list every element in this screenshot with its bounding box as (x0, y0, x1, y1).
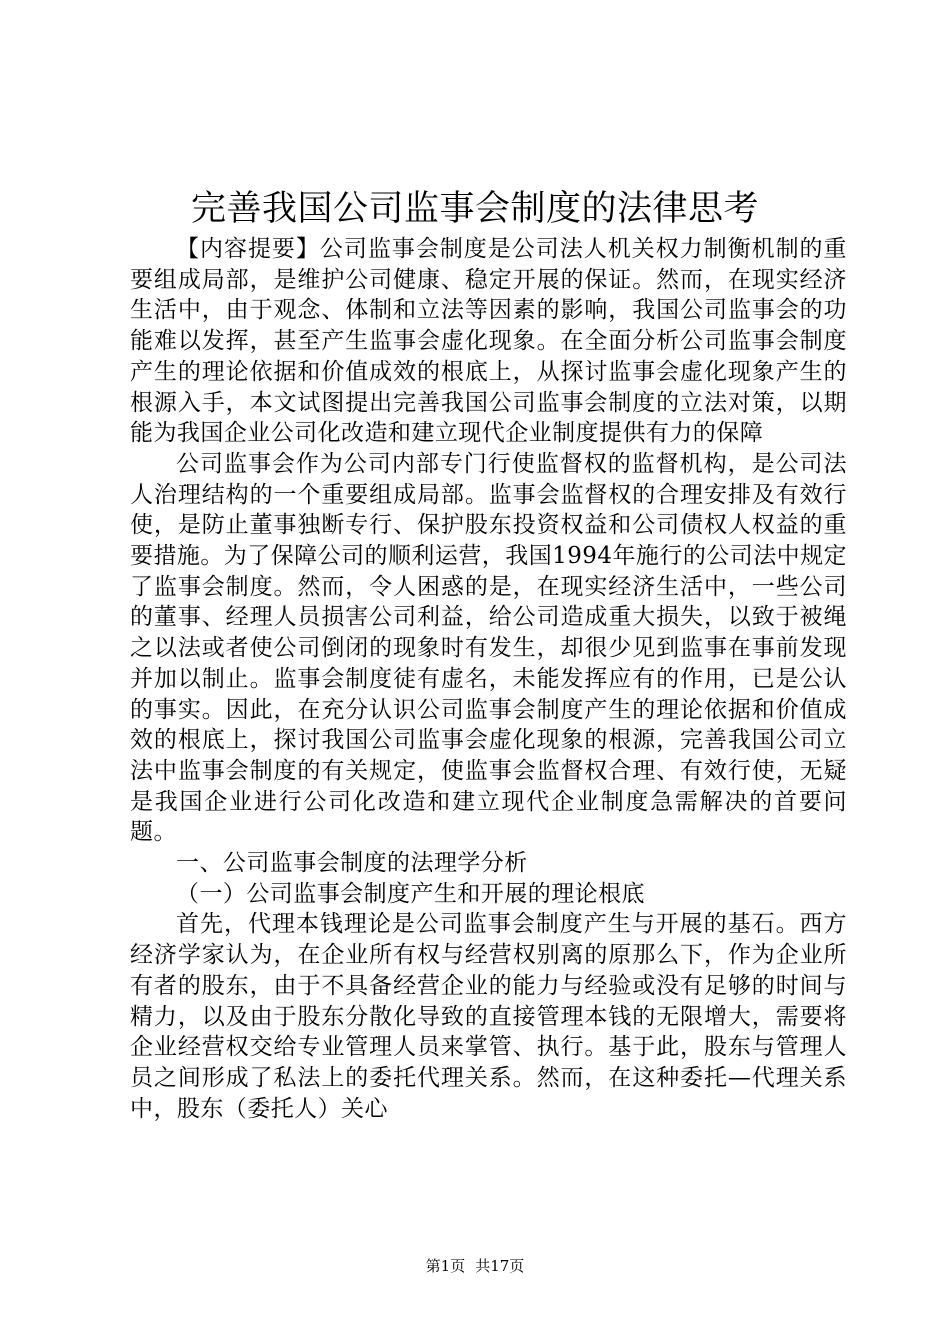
page-footer (0, 1256, 950, 1276)
page-number: 第1页 (425, 1257, 466, 1275)
subsection-heading: （一）公司监事会制度产生和开展的理论根底 (176, 880, 645, 907)
section-heading: 一、公司监事会制度的法理学分析 (176, 850, 528, 877)
abstract-paragraph: 【内容提要】公司监事会制度是公司法人机关权力制衡机制的重要组成局部，是维护公司健康、稳定开展的保证。然而，在现实经济生活中，由于观念、体制和立法等因素的影响，我国公司监事会的功能难以发挥，甚至产生监事会虚化现象。在全面分析公司监事会制度产生的理论依据和价值成效的根底上，从探讨监事会虚化现象产生的根源入手，本文试图提出完善我国公司监事会制度的立法对策，以期能为我国企业公司化改造和建立现代企业制度提供有力的保障 (130, 236, 847, 447)
document-title: 完善我国公司监事会制度的法律思考 (190, 189, 759, 229)
document-body (130, 234, 847, 1124)
body-paragraph: 首先，代理本钱理论是公司监事会制度产生与开展的基石。西方经济学家认为，在企业所有权与经营权别离的原那么下，作为企业所有者的股东，由于不具备经营企业的能力与经验或没有足够的时间与精力，以及由于股东分散化导致的直接管理本钱的无限增大，需要将企业经营权交给专业管理人员来掌管、执行。基于此，股东与管理人员之间形成了私法上的委托代理关系。然而，在这种委托—代理关系中，股东（委托人）关心 (130, 911, 847, 1122)
page-total: 共17页 (475, 1257, 525, 1275)
intro-paragraph: 公司监事会作为公司内部专门行使监督权的监督机构，是公司法人治理结构的一个重要组成局部。监事会监督权的合理安排及有效行使，是防止董事独断专行、保护股东投资权益和公司债权人权益的重要措施。为了保障公司的顺利运营，我国1994年施行的公司法中规定了监事会制度。然而，令人困惑的是，在现实经济生活中，一些公司的董事、经理人员损害公司利益，给公司造成重大损失，以致于被绳之以法或者使公司倒闭的现象时有发生，却很少见到监事在事前发现并加以制止。监事会制度徒有虚名，未能发挥应有的作用，已是公认的事实。因此，在充分认识公司监事会制度产生的理论依据和价值成效的根底上，探讨我国公司监事会虚化现象的根源，完善我国公司立法中监事会制度的有关规定，使监事会监督权合理、有效行使，无疑是我国企业进行公司化改造和建立现代企业制度急需解决的首要问题。 (130, 450, 847, 846)
